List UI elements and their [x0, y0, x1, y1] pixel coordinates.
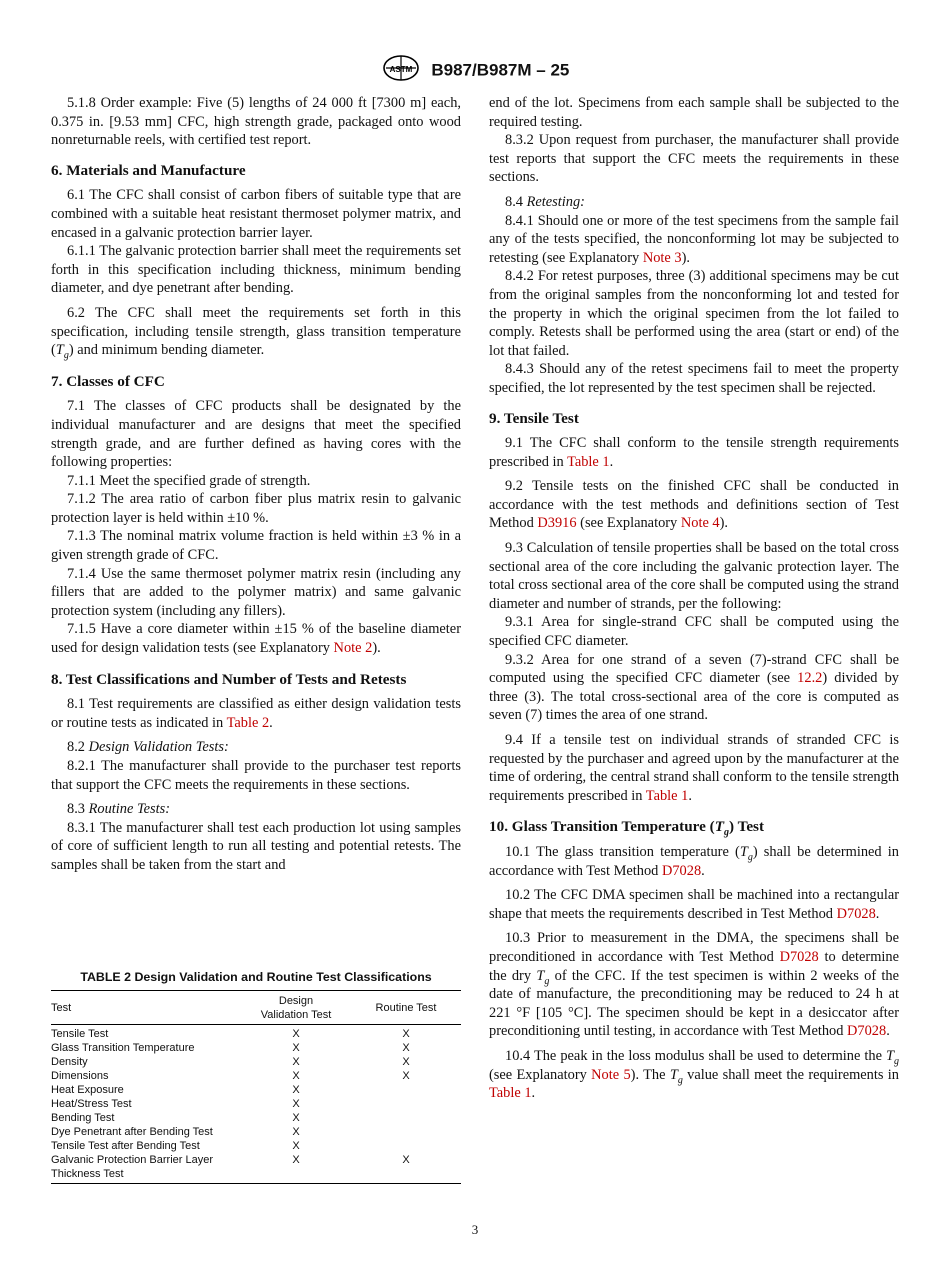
page-header	[0, 54, 950, 87]
para-7-1-2: 7.1.2 The area ratio of carbon fiber plus matrix resin to galvanic protection layer is held within ±10 %.	[51, 491, 461, 526]
table-row: Galvanic Protection Barrier Layer Thickness Test X X	[51, 1153, 461, 1184]
para-8-4: 8.4 Retesting:	[505, 193, 585, 210]
para-6-1-1: 6.1.1 The galvanic protection barrier shall meet the requirements set forth in this specification including thickness, minimum bending diameter, and dye penetrant after bending.	[51, 243, 461, 297]
right-column	[489, 94, 899, 1103]
table-row: Tensile Test X X	[51, 1028, 410, 1040]
para-9-3-1: 9.3.1 Area for single-strand CFC shall be computed using the specified CFC diameter.	[489, 614, 899, 650]
table-2-link[interactable]: Table 2	[226, 714, 270, 731]
para-5-1-8: 5.1.8 Order example: Five (5) lengths of 24 000 ft [7300 m] each, 0.375 in. [9.53 mm] CFC, high strength grade, packaged onto wood nonreturnable reels, with certified test report.	[51, 95, 461, 149]
table-1-link[interactable]: Table 1	[489, 1085, 532, 1102]
table-row: Heat/Stress Test X	[51, 1098, 300, 1110]
para-9-4: 9.4 If a tensile test on individual strands of stranded CFC is requested by the purchaser and agreed upon by the manufacturer at the time of ordering, the central strand shall conform to the tensile strength requirements prescribed in Table 1.	[489, 732, 900, 804]
para-8-4-3: 8.4.3 Should any of the retest specimens fail to meet the property specified, the lot represented by the test specimen shall be rejected.	[489, 361, 899, 396]
para-8-2-1: 8.2.1 The manufacturer shall provide to the purchaser test reports that support the CFC meets the requirements in these sections.	[51, 758, 461, 793]
section-9-heading: 9. Tensile Test	[489, 409, 579, 427]
section-7-heading: 7. Classes of CFC	[51, 372, 165, 390]
note-4-link[interactable]: Note 4	[680, 515, 720, 532]
para-7-1-4: 7.1.4 Use the same thermoset polymer matrix resin (including any fillers that are added to the polymer matrix) and same galvanic protection system (including any fillers).	[51, 565, 461, 619]
para-10-2: 10.2 The CFC DMA specimen shall be machined into a rectangular shape that meets the requirements described in Test Method D7028.	[489, 887, 899, 922]
page-number: 3	[471, 1222, 479, 1237]
astm-logo-icon	[381, 54, 421, 87]
para-10-3: 10.3 Prior to measurement in the DMA, the specimens shall be preconditioned in accordance with Test Method D7028 to determine the dry $T_g$ of the CFC. If the test specimen is within 2 weeks of the date of manufacture, the preconditioning may be reduced to 24 h at 221 °F [105 °C]. The specimen should be kept in a desiccator after preconditioning until testing, in accordance with Test Method D7028.	[489, 930, 900, 1040]
table-row: Heat Exposure X	[51, 1084, 300, 1096]
table-2	[51, 970, 461, 1184]
section-12-2-link[interactable]: 12.2	[797, 670, 823, 687]
table-1-link[interactable]: Table 1	[567, 453, 610, 470]
table-row: Bending Test X	[51, 1112, 300, 1124]
d3916-link[interactable]: D3916	[537, 515, 577, 532]
col-routine: Routine Test	[351, 991, 461, 1025]
para-8-3-1: 8.3.1 The manufacturer shall test each production lot using samples of core of sufficient length to run all testing and potential retests. The samples shall be taken from the start and	[51, 819, 461, 873]
left-column	[51, 94, 461, 875]
para-10-4: 10.4 The peak in the loss modulus shall be used to determine the $T_g$ (see Explanatory Note 5). The $T_g$ value shall meet the requirements in Table 1.	[489, 1047, 899, 1102]
table-row: Tensile Test after Bending Test X	[51, 1140, 300, 1152]
para-9-3-2: 9.3.2 Area for one strand of a seven (7)-strand CFC shall be computed using the specified CFC diameter (see 12.2) divided by three (3). The total cross-sectional area of the core is computed as seven (7) times the area of one strand.	[489, 651, 899, 724]
para-9-3: 9.3 Calculation of tensile properties shall be based on the total cross sectional area of the core including the galvanic protection layer. The total cross sectional area of the core shall be computed using the strand diameter and number of strands, per the following:	[489, 540, 899, 612]
table-row: Dye Penetrant after Bending Test X	[51, 1126, 300, 1138]
note-3-link[interactable]: Note 3	[642, 249, 682, 266]
note-5-link[interactable]: Note 5	[591, 1066, 631, 1083]
para-8-2: 8.2 Design Validation Tests:	[67, 739, 229, 756]
svg-text:ASTM: ASTM	[389, 65, 412, 74]
para-8-4-2: 8.4.2 For retest purposes, three (3) additional specimens may be cut from the original samples from the nonconforming lot and tested for the property in which the original specimen from the lot failed to comply. Retests shall be performed using the area (start or end) of the lot that failed.	[489, 268, 899, 359]
para-8-3: 8.3 Routine Tests:	[67, 801, 171, 818]
para-8-1: 8.1 Test requirements are classified as either design validation tests or routine tests as indicated in Table 2.	[51, 696, 461, 731]
table-row: Density X X	[51, 1056, 410, 1068]
table-row: Dimensions X X	[51, 1070, 410, 1082]
table-2-title: TABLE 2 Design Validation and Routine Test Classifications	[80, 970, 432, 984]
para-7-1-5: 7.1.5 Have a core diameter within ±15 % of the baseline diameter used for design validation tests (see Explanatory Note 2).	[51, 621, 461, 657]
col-design-validation: Design Validation Test	[241, 991, 351, 1025]
para-9-1: 9.1 The CFC shall conform to the tensile strength requirements prescribed in Table 1.	[489, 435, 899, 470]
table-row: Glass Transition Temperature X X	[51, 1042, 410, 1054]
table-header-row	[51, 991, 461, 1025]
para-8-4-1: 8.4.1 Should one or more of the test specimens from the sample fail any of the tests specified, the nonconforming lot may be subjected to retesting (see Explanatory Note 3).	[489, 212, 899, 266]
para-10-1: 10.1 The glass transition temperature $(T_g)$ shall be determined in accordance with Test Method D7028.	[489, 843, 899, 879]
para-8-3-1-continued: end of the lot. Specimens from each sample shall be subjected to the required testing.	[489, 95, 899, 130]
para-7-1-3: 7.1.3 The nominal matrix volume fraction is held within ±3 % in a given strength grade of CFC.	[51, 528, 461, 564]
note-2-link[interactable]: Note 2	[333, 640, 373, 657]
table-1-link[interactable]: Table 1	[645, 787, 689, 804]
para-9-2: 9.2 Tensile tests on the finished CFC shall be conducted in accordance with the test methods and definitions section of Test Method D3916 (see Explanatory Note 4).	[489, 478, 899, 532]
section-8-heading: 8. Test Classifications and Number of Tests and Retests	[51, 670, 407, 688]
d7028-link[interactable]: D7028	[836, 905, 876, 922]
table-2-grid	[51, 990, 461, 1184]
section-10-heading: 10. Glass Transition Temperature $(T_g)$ Test	[489, 818, 765, 839]
col-test: Test	[51, 991, 241, 1025]
para-7-1: 7.1 The classes of CFC products shall be designated by the individual manufacturer and are designs that meet the specified strength grade, and are further defined as having cores with the following properties:	[51, 398, 461, 471]
para-8-3-2: 8.3.2 Upon request from purchaser, the manufacturer shall provide test reports that support the CFC meets the requirements in these sections.	[489, 132, 899, 186]
para-6-2: 6.2 The CFC shall meet the requirements set forth in this specification, including tensile strength, glass transition temperature $(T_g)$ and minimum bending diameter.	[51, 304, 461, 361]
para-6-1: 6.1 The CFC shall consist of carbon fibers of suitable type that are combined with a suitable heat resistant thermoset polymer matrix, and encased in a galvanic protection barrier layer.	[51, 187, 461, 241]
section-6-heading: 6. Materials and Manufacture	[51, 161, 246, 179]
designation: B987/B987M – 25	[431, 60, 570, 80]
d7028-link[interactable]: D7028	[661, 862, 702, 879]
d7028-link[interactable]: D7028	[847, 1023, 887, 1040]
para-7-1-1: 7.1.1 Meet the specified grade of strength.	[67, 472, 311, 489]
d7028-link[interactable]: D7028	[779, 948, 819, 965]
